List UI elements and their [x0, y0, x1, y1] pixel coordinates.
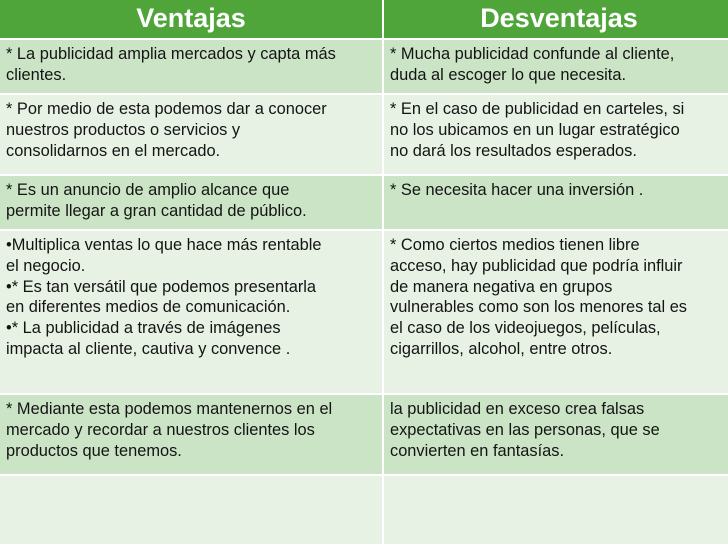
text-line: * Por medio de esta podemos dar a conocer	[6, 100, 327, 118]
text-line: * En el caso de publicidad en carteles, si	[390, 100, 685, 118]
empty-cell-left	[0, 476, 384, 546]
text-line: duda al escoger lo que necesita.	[390, 65, 627, 84]
text-line: * La publicidad amplia mercados y capta más	[6, 45, 336, 63]
desventaja-cell-4	[384, 231, 728, 395]
text-line: acceso, hay publicidad que podría influir	[390, 256, 683, 275]
text-line: clientes.	[6, 65, 67, 84]
text-line: productos que tenemos.	[6, 441, 182, 460]
text-line: permite llegar a gran cantidad de público.	[6, 201, 307, 220]
text-line: no los ubicamos en un lugar estratégico	[390, 120, 680, 139]
text-line: •Multiplica ventas lo que hace más rentable	[6, 236, 322, 254]
text-line: * Mucha publicidad confunde al cliente,	[390, 45, 675, 63]
text-line: * Como ciertos medios tienen libre	[390, 236, 640, 254]
text-line: •* Es tan versátil que podemos presentarla	[6, 277, 317, 296]
desventaja-cell-3	[384, 176, 728, 231]
text-line: * Es un anuncio de amplio alcance que	[6, 181, 290, 199]
text-line: la publicidad en exceso crea falsas	[390, 400, 645, 418]
ventaja-cell-4	[0, 231, 384, 395]
text-line: expectativas en las personas, que se	[390, 420, 660, 439]
text-line: mercado y recordar a nuestros clientes los	[6, 420, 315, 439]
text-line: en diferentes medios de comunicación.	[6, 298, 291, 317]
text-line: impacta al cliente, cautiva y convence .	[6, 339, 291, 358]
desventaja-cell-5	[384, 395, 728, 476]
text-line: •* La publicidad a través de imágenes	[6, 319, 281, 338]
text-line: * Se necesita hacer una inversión .	[390, 181, 644, 199]
desventaja-cell-2	[384, 95, 728, 176]
text-line: convierten en fantasías.	[390, 441, 565, 460]
empty-cell-right	[384, 476, 728, 546]
ventaja-cell-5	[0, 395, 384, 476]
text-line: el caso de los videojuegos, películas,	[390, 319, 661, 338]
header-desventajas: Desventajas	[384, 0, 728, 40]
ventaja-cell-3	[0, 176, 384, 231]
text-line: el negocio.	[6, 256, 86, 275]
text-line: * Mediante esta podemos mantenernos en el	[6, 400, 333, 418]
ventaja-cell-2	[0, 95, 384, 176]
ventaja-cell-1	[0, 40, 384, 95]
header-ventajas: Ventajas	[0, 0, 384, 40]
text-line: de manera negativa en grupos	[390, 277, 613, 296]
text-line: cigarrillos, alcohol, entre otros.	[390, 339, 613, 358]
text-line: vulnerables como son los menores tal es	[390, 298, 688, 317]
text-line: nuestros productos o servicios y	[6, 120, 241, 139]
desventaja-cell-1	[384, 40, 728, 95]
text-line: no dará los resultados esperados.	[390, 141, 637, 160]
text-line: consolidarnos en el mercado.	[6, 141, 221, 160]
